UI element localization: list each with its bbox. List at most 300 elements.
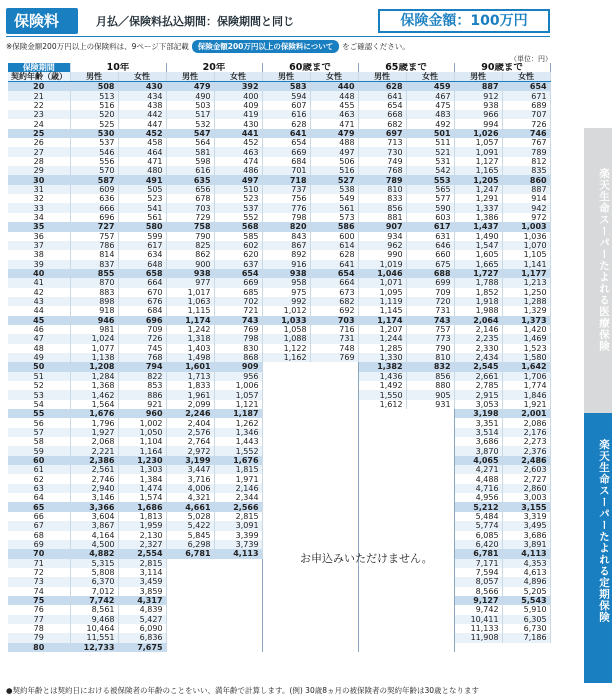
male-premium-cell xyxy=(166,596,214,605)
age-cell: 25 xyxy=(8,129,70,138)
table-row xyxy=(8,381,550,390)
male-premium-cell: 820 xyxy=(262,222,310,231)
male-premium-cell: 1,492 xyxy=(358,381,406,390)
female-premium-cell: 2,176 xyxy=(502,428,550,437)
male-premium-cell: 508 xyxy=(70,82,118,92)
female-premium-cell: 488 xyxy=(310,138,358,147)
male-premium-cell: 934 xyxy=(358,232,406,241)
female-premium-cell: 1,262 xyxy=(214,418,262,427)
female-premium-cell: 720 xyxy=(406,297,454,306)
male-premium-cell: 11,133 xyxy=(454,624,502,633)
female-premium-cell xyxy=(406,643,454,652)
female-premium-cell: 703 xyxy=(310,316,358,325)
male-premium-cell: 2,068 xyxy=(70,437,118,446)
table-row xyxy=(8,568,550,577)
female-premium-cell xyxy=(310,521,358,530)
male-premium-cell: 814 xyxy=(70,250,118,259)
female-premium-cell xyxy=(214,559,262,568)
age-cell: 54 xyxy=(8,400,70,409)
female-premium-cell: 692 xyxy=(310,306,358,315)
female-premium-cell: 448 xyxy=(310,91,358,100)
male-premium-cell: 990 xyxy=(358,250,406,259)
male-premium-cell: 4,065 xyxy=(454,456,502,465)
male-premium-cell: 938 xyxy=(262,269,310,278)
male-premium-cell xyxy=(262,596,310,605)
male-premium-cell xyxy=(358,409,406,418)
male-premium-cell: 1,318 xyxy=(166,334,214,343)
male-premium-cell: 2,972 xyxy=(166,446,214,455)
female-premium-cell: 1,384 xyxy=(118,474,166,483)
female-premium-cell: 853 xyxy=(118,381,166,390)
age-cell: 77 xyxy=(8,615,70,624)
female-premium-cell xyxy=(406,474,454,483)
male-premium-cell xyxy=(358,615,406,624)
age-cell: 29 xyxy=(8,166,70,175)
male-premium-cell: 1,058 xyxy=(262,325,310,334)
female-header: 女性 xyxy=(214,72,262,82)
male-premium-cell: 570 xyxy=(70,166,118,175)
male-premium-cell: 3,604 xyxy=(70,512,118,521)
female-premium-cell: 709 xyxy=(406,288,454,297)
male-premium-cell xyxy=(358,474,406,483)
female-premium-cell: 452 xyxy=(118,129,166,138)
female-premium-cell xyxy=(406,446,454,455)
age-cell: 42 xyxy=(8,288,70,297)
female-premium-cell: 748 xyxy=(310,344,358,353)
female-premium-cell xyxy=(310,577,358,586)
male-premium-cell: 547 xyxy=(166,129,214,138)
female-premium-cell: 1,815 xyxy=(214,465,262,474)
female-premium-cell xyxy=(310,372,358,381)
male-header: 男性 xyxy=(454,72,502,82)
female-premium-cell: 467 xyxy=(406,91,454,100)
female-premium-cell xyxy=(502,643,550,652)
female-premium-cell xyxy=(310,596,358,605)
female-premium-cell: 646 xyxy=(406,241,454,250)
male-premium-cell: 1,927 xyxy=(70,428,118,437)
male-premium-cell: 1,436 xyxy=(358,372,406,381)
female-premium-cell: 745 xyxy=(118,344,166,353)
female-premium-cell: 620 xyxy=(214,250,262,259)
age-cell: 76 xyxy=(8,605,70,614)
female-premium-cell: 419 xyxy=(214,110,262,119)
side-tab-medical[interactable]: 楽天生命スーパーたよれる医療保険 xyxy=(584,128,612,413)
male-premium-cell: 696 xyxy=(70,213,118,222)
male-premium-cell: 6,781 xyxy=(166,549,214,558)
male-premium-cell: 1,796 xyxy=(70,418,118,427)
male-premium-cell: 4,716 xyxy=(454,484,502,493)
male-header: 男性 xyxy=(70,72,118,82)
female-premium-cell: 2,815 xyxy=(118,559,166,568)
male-premium-cell: 2,404 xyxy=(166,418,214,427)
male-premium-cell: 4,321 xyxy=(166,493,214,502)
male-premium-cell: 5,774 xyxy=(454,521,502,530)
female-premium-cell: 2,860 xyxy=(502,484,550,493)
female-premium-cell: 1,003 xyxy=(502,222,550,231)
female-premium-cell xyxy=(310,624,358,633)
age-cell: 49 xyxy=(8,353,70,362)
male-premium-cell: 9,127 xyxy=(454,596,502,605)
male-premium-cell: 1,713 xyxy=(166,372,214,381)
side-tab-term[interactable]: 楽天生命スーパーたよれる定期保険 xyxy=(584,413,612,683)
female-premium-cell: 599 xyxy=(118,232,166,241)
age-cell: 47 xyxy=(8,334,70,343)
male-premium-cell xyxy=(262,474,310,483)
age-cell: 35 xyxy=(8,222,70,231)
male-premium-cell: 6,781 xyxy=(454,549,502,558)
female-premium-cell: 1,574 xyxy=(118,493,166,502)
age-cell: 57 xyxy=(8,428,70,437)
female-premium-cell: 440 xyxy=(310,82,358,92)
male-premium-cell: 1,207 xyxy=(358,325,406,334)
female-premium-cell: 3,686 xyxy=(502,531,550,540)
female-premium-cell xyxy=(214,577,262,586)
female-premium-cell: 483 xyxy=(406,110,454,119)
male-premium-cell xyxy=(262,418,310,427)
female-premium-cell: 455 xyxy=(310,101,358,110)
table-row xyxy=(8,147,550,156)
female-premium-cell: 2,566 xyxy=(214,502,262,511)
female-premium-cell: 1,121 xyxy=(214,400,262,409)
female-premium-cell: 1,303 xyxy=(118,465,166,474)
female-premium-cell xyxy=(406,605,454,614)
female-premium-cell: 1,288 xyxy=(502,297,550,306)
male-premium-cell: 1,330 xyxy=(358,353,406,362)
female-premium-cell: 2,344 xyxy=(214,493,262,502)
table-row xyxy=(8,465,550,474)
female-premium-cell: 773 xyxy=(406,334,454,343)
male-premium-cell: 2,746 xyxy=(70,474,118,483)
male-premium-cell: 7,171 xyxy=(454,559,502,568)
male-premium-cell: 810 xyxy=(358,185,406,194)
male-premium-cell: 5,808 xyxy=(70,568,118,577)
male-premium-cell: 855 xyxy=(70,269,118,278)
table-row xyxy=(8,390,550,399)
female-premium-cell: 561 xyxy=(118,213,166,222)
female-premium-cell: 634 xyxy=(118,250,166,259)
male-premium-cell: 958 xyxy=(262,278,310,287)
female-premium-cell: 726 xyxy=(502,119,550,128)
male-premium-cell: 517 xyxy=(166,110,214,119)
male-premium-cell xyxy=(262,512,310,521)
male-premium-cell: 678 xyxy=(166,194,214,203)
age-cell: 28 xyxy=(8,157,70,166)
male-premium-cell: 3,198 xyxy=(454,409,502,418)
male-premium-cell: 790 xyxy=(166,232,214,241)
female-premium-cell: 447 xyxy=(118,119,166,128)
male-premium-cell: 598 xyxy=(166,157,214,166)
age-cell: 37 xyxy=(8,241,70,250)
male-premium-cell: 1,833 xyxy=(166,381,214,390)
female-premium-cell xyxy=(406,568,454,577)
female-premium-cell: 6,305 xyxy=(502,615,550,624)
male-premium-cell: 918 xyxy=(70,306,118,315)
female-premium-cell: 835 xyxy=(502,166,550,175)
male-premium-cell: 862 xyxy=(166,250,214,259)
female-premium-cell: 1,070 xyxy=(502,241,550,250)
male-premium-cell: 1,337 xyxy=(454,203,502,212)
header-divider xyxy=(6,36,550,37)
female-premium-cell xyxy=(406,456,454,465)
male-premium-cell: 1,063 xyxy=(166,297,214,306)
male-premium-cell: 7,012 xyxy=(70,587,118,596)
female-premium-cell: 654 xyxy=(214,269,262,278)
male-premium-cell: 7,594 xyxy=(454,568,502,577)
male-premium-cell: 6,085 xyxy=(454,531,502,540)
age-cell: 21 xyxy=(8,91,70,100)
table-row xyxy=(8,474,550,483)
male-premium-cell: 727 xyxy=(70,222,118,231)
male-premium-cell: 1,091 xyxy=(454,147,502,156)
female-premium-cell: 471 xyxy=(310,119,358,128)
male-premium-cell: 2,064 xyxy=(454,316,502,325)
female-premium-cell: 5,910 xyxy=(502,605,550,614)
term-header-row xyxy=(8,63,550,72)
female-premium-cell xyxy=(406,577,454,586)
female-premium-cell: 812 xyxy=(502,157,550,166)
female-premium-cell: 475 xyxy=(406,101,454,110)
male-premium-cell: 10,411 xyxy=(454,615,502,624)
female-premium-cell: 505 xyxy=(118,185,166,194)
female-premium-cell: 856 xyxy=(406,372,454,381)
high-sum-note xyxy=(6,40,410,53)
female-header: 女性 xyxy=(502,72,550,82)
age-cell: 64 xyxy=(8,493,70,502)
male-premium-cell: 3,716 xyxy=(166,474,214,483)
table-row xyxy=(8,353,550,362)
male-premium-cell: 1,071 xyxy=(358,278,406,287)
female-premium-cell: 2,273 xyxy=(502,437,550,446)
male-premium-cell: 2,434 xyxy=(454,353,502,362)
male-premium-cell: 1,382 xyxy=(358,362,406,371)
female-premium-cell: 2,554 xyxy=(118,549,166,558)
age-cell: 43 xyxy=(8,297,70,306)
male-premium-cell: 513 xyxy=(70,91,118,100)
male-premium-cell: 2,661 xyxy=(454,372,502,381)
female-premium-cell: 726 xyxy=(118,334,166,343)
male-header: 男性 xyxy=(262,72,310,82)
table-row xyxy=(8,213,550,222)
table-row xyxy=(8,119,550,128)
male-premium-cell xyxy=(358,643,406,652)
male-premium-cell: 1,119 xyxy=(358,297,406,306)
female-premium-cell xyxy=(406,521,454,530)
male-premium-cell: 2,221 xyxy=(70,446,118,455)
male-premium-cell: 756 xyxy=(262,194,310,203)
female-premium-cell: 768 xyxy=(118,353,166,362)
male-premium-cell: 1,205 xyxy=(454,175,502,184)
gender-header-row xyxy=(8,72,550,82)
female-premium-cell: 506 xyxy=(310,157,358,166)
female-premium-cell: 497 xyxy=(214,175,262,184)
female-premium-cell: 675 xyxy=(406,260,454,269)
female-premium-cell: 1,580 xyxy=(502,353,550,362)
male-premium-cell: 1,918 xyxy=(454,297,502,306)
female-premium-cell: 699 xyxy=(406,278,454,287)
age-cell: 74 xyxy=(8,587,70,596)
female-premium-cell: 4,896 xyxy=(502,577,550,586)
female-premium-cell: 743 xyxy=(214,316,262,325)
male-premium-cell xyxy=(262,409,310,418)
female-premium-cell xyxy=(310,418,358,427)
table-row xyxy=(8,316,550,325)
female-premium-cell: 1,050 xyxy=(118,428,166,437)
male-premium-cell: 887 xyxy=(454,82,502,92)
male-premium-cell: 1,547 xyxy=(454,241,502,250)
female-premium-cell: 1,036 xyxy=(502,232,550,241)
male-premium-cell xyxy=(262,428,310,437)
female-premium-cell xyxy=(406,502,454,511)
male-premium-cell: 1,386 xyxy=(454,213,502,222)
female-premium-cell xyxy=(214,605,262,614)
male-premium-cell: 2,785 xyxy=(454,381,502,390)
female-premium-cell: 664 xyxy=(118,278,166,287)
male-premium-cell: 587 xyxy=(70,175,118,184)
female-premium-cell: 689 xyxy=(502,101,550,110)
male-premium-cell: 992 xyxy=(262,297,310,306)
male-premium-cell xyxy=(262,502,310,511)
female-premium-cell xyxy=(310,381,358,390)
female-premium-cell: 832 xyxy=(406,362,454,371)
male-premium-cell: 8,566 xyxy=(454,587,502,596)
male-premium-cell: 628 xyxy=(358,82,406,92)
female-premium-cell: 5,205 xyxy=(502,587,550,596)
male-premium-cell: 9,742 xyxy=(454,605,502,614)
male-premium-cell: 3,867 xyxy=(70,521,118,530)
male-premium-cell: 825 xyxy=(166,241,214,250)
female-premium-cell: 1,774 xyxy=(502,381,550,390)
female-premium-cell: 463 xyxy=(214,147,262,156)
male-premium-cell: 4,500 xyxy=(70,540,118,549)
female-premium-cell: 702 xyxy=(214,297,262,306)
female-premium-cell: 688 xyxy=(406,269,454,278)
male-premium-cell: 520 xyxy=(70,110,118,119)
table-row xyxy=(8,540,550,549)
male-premium-cell: 479 xyxy=(166,82,214,92)
male-premium-cell: 654 xyxy=(358,101,406,110)
period-label: 保険期間 xyxy=(8,63,70,72)
premium-table xyxy=(8,63,551,652)
table-row xyxy=(8,91,550,100)
male-premium-cell: 11,908 xyxy=(454,633,502,642)
male-premium-cell: 1,017 xyxy=(166,288,214,297)
female-premium-cell: 614 xyxy=(310,241,358,250)
male-premium-cell xyxy=(166,643,214,652)
female-premium-cell: 464 xyxy=(118,147,166,156)
female-premium-cell: 868 xyxy=(214,353,262,362)
age-cell: 80 xyxy=(8,643,70,652)
female-premium-cell xyxy=(406,624,454,633)
male-premium-cell: 564 xyxy=(166,138,214,147)
male-premium-cell: 635 xyxy=(166,175,214,184)
age-cell: 50 xyxy=(8,362,70,371)
male-premium-cell: 684 xyxy=(262,157,310,166)
male-premium-cell: 537 xyxy=(70,138,118,147)
female-premium-cell: 1,706 xyxy=(502,372,550,381)
female-premium-cell: 442 xyxy=(118,110,166,119)
table-row xyxy=(8,409,550,418)
female-premium-cell: 1,177 xyxy=(502,269,550,278)
male-premium-cell: 757 xyxy=(70,232,118,241)
female-premium-cell: 707 xyxy=(502,110,550,119)
age-cell: 26 xyxy=(8,138,70,147)
male-premium-cell: 1,605 xyxy=(454,250,502,259)
female-premium-cell: 1,329 xyxy=(502,306,550,315)
female-premium-cell: 746 xyxy=(502,129,550,138)
female-premium-cell: 577 xyxy=(406,194,454,203)
male-premium-cell: 718 xyxy=(262,175,310,184)
male-premium-cell: 962 xyxy=(358,241,406,250)
female-premium-cell: 3,739 xyxy=(214,540,262,549)
table-row xyxy=(8,549,550,558)
male-premium-cell: 798 xyxy=(262,213,310,222)
male-premium-cell: 4,661 xyxy=(166,502,214,511)
female-premium-cell xyxy=(310,568,358,577)
female-premium-cell: 2,486 xyxy=(502,456,550,465)
male-premium-cell xyxy=(262,624,310,633)
male-premium-cell xyxy=(262,362,310,371)
male-premium-cell: 1,284 xyxy=(70,372,118,381)
table-row xyxy=(8,288,550,297)
age-cell: 22 xyxy=(8,101,70,110)
male-premium-cell xyxy=(262,456,310,465)
table-row xyxy=(8,260,550,269)
male-premium-cell xyxy=(262,521,310,530)
table-row xyxy=(8,428,550,437)
note-prefix: ※保険金額200万円以上の保険料は、9ページ下部記載 xyxy=(6,42,189,51)
table-row xyxy=(8,400,550,409)
female-premium-cell: 648 xyxy=(118,260,166,269)
age-cell: 55 xyxy=(8,409,70,418)
age-cell: 52 xyxy=(8,381,70,390)
female-premium-cell: 617 xyxy=(118,241,166,250)
high-sum-link-badge[interactable]: 保険金額200万円以上の保険料について xyxy=(192,40,340,53)
female-premium-cell: 743 xyxy=(406,316,454,325)
male-premium-cell: 4,006 xyxy=(166,484,214,493)
male-premium-cell xyxy=(358,633,406,642)
male-premium-cell xyxy=(358,484,406,493)
male-premium-cell: 2,235 xyxy=(454,334,502,343)
female-premium-cell: 549 xyxy=(310,194,358,203)
female-premium-cell xyxy=(310,446,358,455)
age-cell: 71 xyxy=(8,559,70,568)
age-cell: 58 xyxy=(8,437,70,446)
female-premium-cell xyxy=(310,362,358,371)
male-premium-cell: 1,077 xyxy=(70,344,118,353)
female-premium-cell: 400 xyxy=(214,91,262,100)
male-premium-cell xyxy=(262,484,310,493)
female-premium-cell: 438 xyxy=(118,101,166,110)
female-premium-cell xyxy=(214,643,262,652)
table-row xyxy=(8,605,550,614)
female-premium-cell: 568 xyxy=(214,222,262,231)
male-premium-cell: 768 xyxy=(358,166,406,175)
male-premium-cell: 2,099 xyxy=(166,400,214,409)
female-premium-cell: 956 xyxy=(214,372,262,381)
female-premium-cell xyxy=(406,512,454,521)
male-premium-cell xyxy=(262,493,310,502)
age-cell: 51 xyxy=(8,372,70,381)
male-premium-cell: 977 xyxy=(166,278,214,287)
female-premium-cell: 2,146 xyxy=(214,484,262,493)
male-premium-cell: 1,012 xyxy=(262,306,310,315)
male-premium-cell: 4,164 xyxy=(70,531,118,540)
table-row xyxy=(8,194,550,203)
male-premium-cell: 697 xyxy=(358,129,406,138)
male-premium-cell xyxy=(358,446,406,455)
female-premium-cell: 1,250 xyxy=(502,288,550,297)
table-row xyxy=(8,372,550,381)
